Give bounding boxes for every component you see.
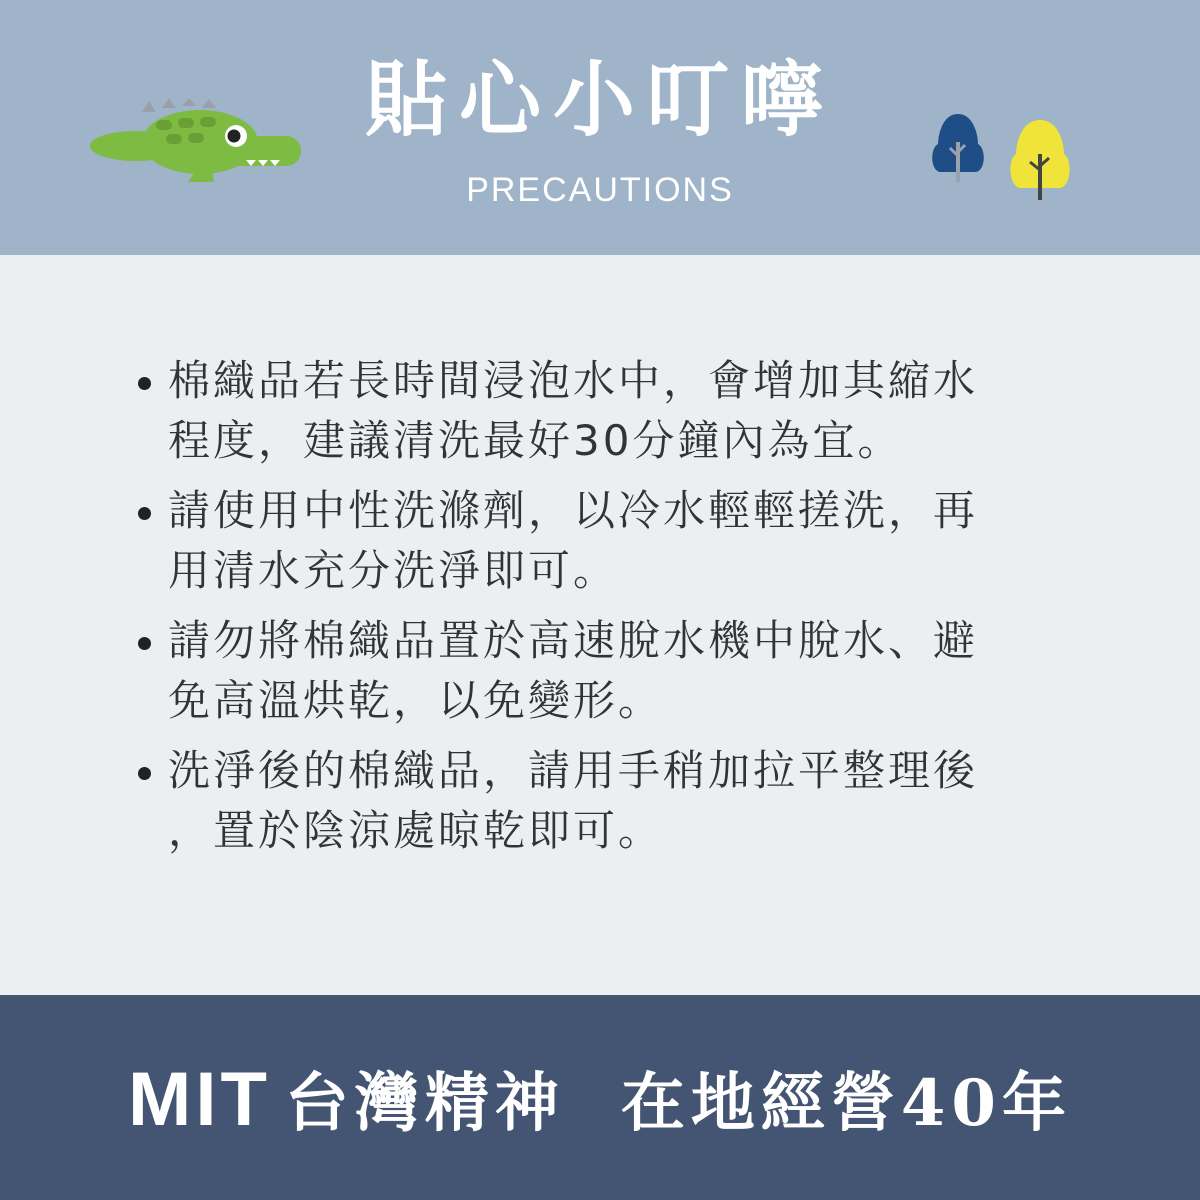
blue-tree-icon bbox=[932, 114, 984, 182]
slogan-part-2: 在地經營40年 bbox=[620, 1066, 1072, 1141]
list-item bbox=[136, 351, 1076, 471]
header-banner bbox=[0, 0, 1200, 255]
page-title: 貼心小叮嚀 bbox=[364, 52, 835, 148]
list-item bbox=[136, 481, 1076, 601]
list-item-line: 程度，建議清洗最好30分鐘內為宜。 bbox=[168, 416, 903, 465]
slogan-mit: MIT bbox=[128, 1057, 271, 1142]
list-item-line: 請使用中性洗滌劑，以冷水輕輕搓洗，再 bbox=[168, 486, 979, 535]
page-subtitle: PRECAUTIONS bbox=[466, 171, 734, 209]
footer-slogan bbox=[0, 1055, 1200, 1149]
list-item bbox=[136, 611, 1076, 731]
bullet-dot-icon bbox=[138, 377, 151, 390]
list-item-line: 用清水充分洗淨即可。 bbox=[168, 546, 619, 595]
precautions-list bbox=[136, 351, 1076, 871]
bullet-dot-icon bbox=[138, 767, 151, 780]
trees-decoration bbox=[928, 112, 1076, 200]
list-item-line: 洗淨後的棉織品，請用手稍加拉平整理後 bbox=[168, 746, 979, 795]
yellow-tree-icon bbox=[1010, 120, 1069, 200]
bullet-dot-icon bbox=[138, 637, 151, 650]
list-item-line: 免高溫烘乾，以免變形。 bbox=[168, 676, 664, 725]
bullet-dot-icon bbox=[138, 507, 151, 520]
list-item bbox=[136, 741, 1076, 861]
list-item-line: 棉織品若長時間浸泡水中，會增加其縮水 bbox=[168, 356, 979, 405]
list-item-line: ，置於陰涼處晾乾即可。 bbox=[168, 806, 664, 855]
footer-banner bbox=[0, 995, 1200, 1200]
precautions-panel bbox=[0, 255, 1200, 995]
slogan-part-1: 台灣精神 bbox=[284, 1066, 565, 1141]
list-item-line: 請勿將棉織品置於高速脫水機中脫水、避 bbox=[168, 616, 979, 665]
